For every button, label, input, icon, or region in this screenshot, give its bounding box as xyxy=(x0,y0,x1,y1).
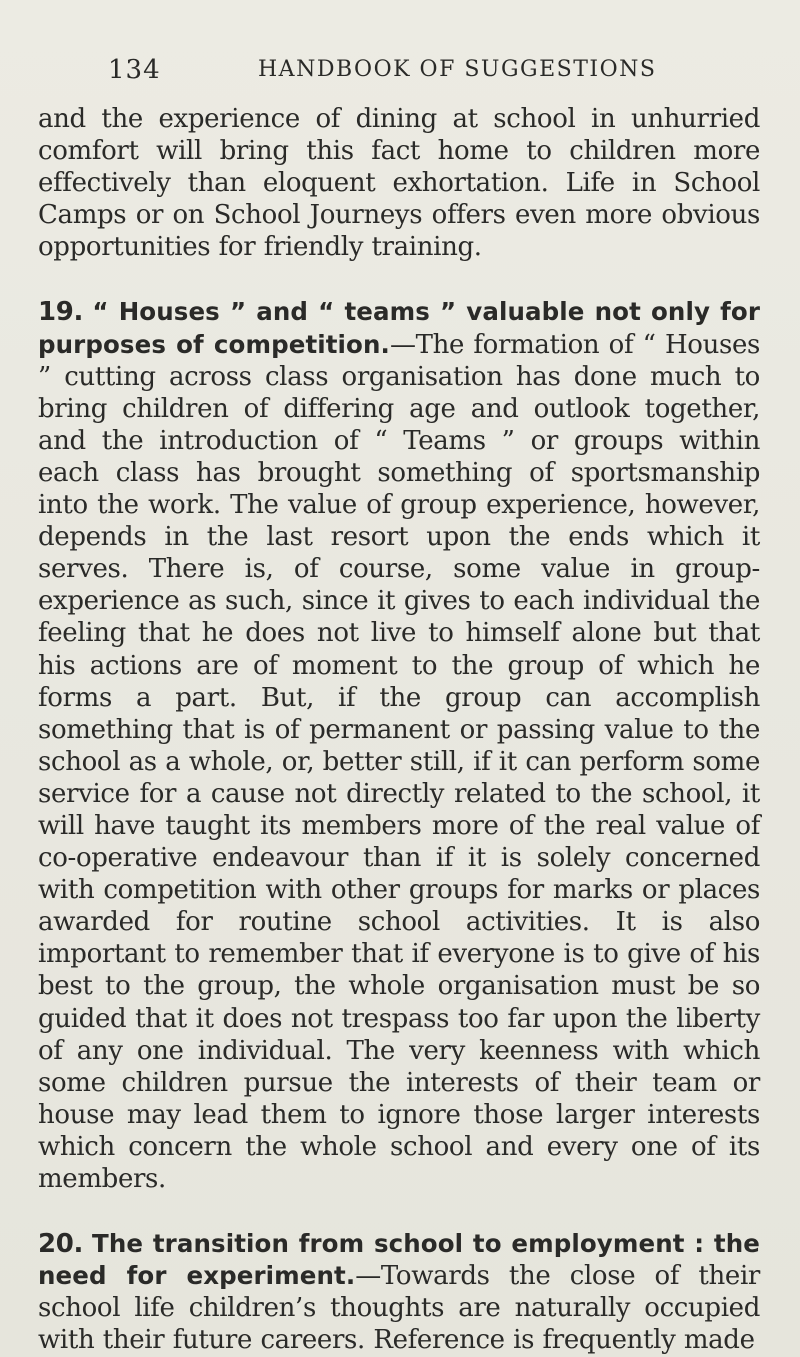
running-title: HANDBOOK OF SUGGESTIONS xyxy=(258,57,657,82)
section-body: —The formation of “ Houses ” cutting across class organisation has done much to bring children of differing age and outlook together, and the introduction of “ Teams ” or groups within each class has brought something of sportsmanship into the work. The value of group experience, however, depends in the last resort upon the ends which it serves. There is, of course, some value in group-experience as such, since it gives to each individual the feeling that he does not live to himself alone but that his actions are of moment to the group of which he forms a part. But, if the group can accomplish something that is of permanent or passing value to the school as a whole, or, better still, if it can perform some service for a cause not directly related to the school, it will have taught its members more of the real value of co-operative endeavour than if it is solely concerned with competition with other groups for marks or places awarded for routine school activities. It is also important to remember that if everyone is to give of his best to the group, the whole organisation must be so guided that it does not trespass too far upon the liberty of any one individual. The very keenness with which some children pursue the interests of their team or house may lead them to ignore those larger interests which concern the whole school and every one of its members. xyxy=(38,329,760,1194)
section-number: 19. xyxy=(38,297,84,328)
page-number: 134 xyxy=(108,55,161,85)
paragraph-text: and the experience of dining at school in unhurried comfort will bring this fact home to children more effectively than eloquent exhortation. Life in School Camps or on School Journeys offers even more obvious opportunities for friendly training. xyxy=(38,104,760,263)
section-body: —Towards the close of their school life children’s thoughts are naturally occupied with their future careers. Reference is frequently made xyxy=(38,1261,760,1356)
section-heading: “ Houses ” and “ teams ” valuable not only for purposes of competition. xyxy=(38,297,760,359)
section-20 xyxy=(38,1228,760,1356)
running-head xyxy=(108,55,748,95)
section-19 xyxy=(38,296,760,1195)
section-number: 20. xyxy=(38,1229,84,1260)
body-text xyxy=(38,103,760,1356)
section-heading: The transition from school to employment : the need for experiment. xyxy=(38,1229,760,1291)
paragraph-continuation xyxy=(38,103,760,263)
